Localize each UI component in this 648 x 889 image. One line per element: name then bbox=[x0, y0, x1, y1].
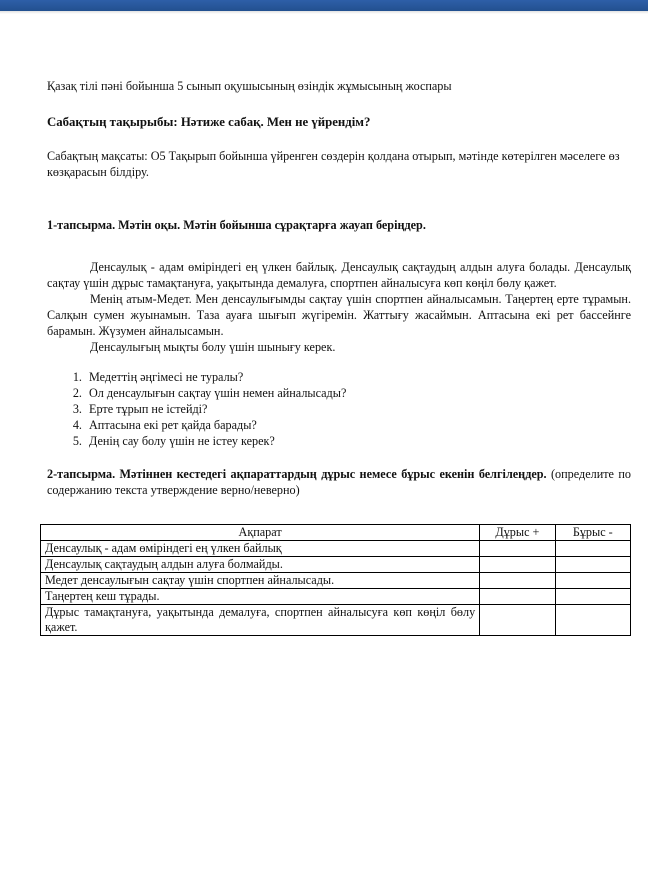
question-item: 3. Ерте тұрып не істейді? bbox=[85, 401, 631, 417]
table-row bbox=[41, 589, 631, 605]
false-cell[interactable] bbox=[555, 589, 630, 605]
table-row bbox=[41, 573, 631, 589]
true-cell[interactable] bbox=[480, 541, 555, 557]
lesson-goal: Сабақтың мақсаты: О5 Тақырып бойынша үйренген сөздерін қолдана отырып, мәтінде көтерілген мәселеге өз көзқарасын білдіру. bbox=[47, 149, 620, 179]
task-2-title: 2-тапсырма. Мәтіннен кестедегі ақпараттардың дұрыс немесе бұрыс екенін белгілеңдер. bbox=[47, 467, 547, 481]
statement-cell: Медет денсаулығын сақтау үшін спортпен айналысады. bbox=[41, 573, 480, 589]
header-false: Бұрыс - bbox=[555, 525, 630, 541]
question-item: 2. Ол денсаулығын сақтау үшін немен айналысады? bbox=[85, 385, 631, 401]
true-cell[interactable] bbox=[480, 589, 555, 605]
top-bar-shadow bbox=[0, 11, 648, 14]
false-cell[interactable] bbox=[555, 605, 630, 636]
statement-cell: Дұрыс тамақтануға, уақытында демалуға, спортпен айналысуға көп көңіл бөлу қажет. bbox=[41, 605, 480, 636]
task-2-heading bbox=[47, 466, 631, 498]
document-heading: Қазақ тілі пәні бойынша 5 сынып оқушысының өзіндік жұмысының жоспары bbox=[47, 79, 452, 93]
true-false-table bbox=[40, 524, 631, 636]
header-true: Дұрыс + bbox=[480, 525, 555, 541]
statement-cell: Денсаулық - адам өміріндегі ең үлкен байлық bbox=[41, 541, 480, 557]
document-page bbox=[45, 78, 631, 634]
table-row bbox=[41, 605, 631, 636]
false-cell[interactable] bbox=[555, 541, 630, 557]
task-2-note: (определите по содержанию текста утверждение верно/неверно) bbox=[47, 467, 631, 497]
table-row bbox=[41, 557, 631, 573]
text-paragraph: Денсаулығың мықты болу үшін шынығу керек. bbox=[90, 340, 336, 354]
reading-text bbox=[47, 259, 631, 355]
true-cell[interactable] bbox=[480, 573, 555, 589]
false-cell[interactable] bbox=[555, 573, 630, 589]
table-row bbox=[41, 541, 631, 557]
question-item: 5. Денің сау болу үшін не істеу керек? bbox=[85, 433, 631, 449]
task-1-heading: 1-тапсырма. Мәтін оқы. Мәтін бойынша сұрақтарға жауап беріңдер. bbox=[47, 218, 426, 232]
window-top-bar bbox=[0, 0, 648, 11]
text-paragraph: Денсаулық - адам өміріндегі ең үлкен байлық. Денсаулық сақтаудың алдын алуға болады. Денсаулық сақтау үшін дұрыс тамақтануға, уақытында демалуға, спортпен айналысуға көп көңіл бөлу қажет. bbox=[47, 260, 631, 290]
false-cell[interactable] bbox=[555, 557, 630, 573]
header-info: Ақпарат bbox=[41, 525, 480, 541]
statement-cell: Таңертең кеш тұрады. bbox=[41, 589, 480, 605]
true-cell[interactable] bbox=[480, 557, 555, 573]
table-header-row bbox=[41, 525, 631, 541]
question-item: 4. Аптасына екі рет қайда барады? bbox=[85, 417, 631, 433]
lesson-topic: Сабақтың тақырыбы: Нәтиже сабақ. Мен не үйрендім? bbox=[47, 115, 371, 129]
question-item: 1. Медеттің әңгімесі не туралы? bbox=[85, 369, 631, 385]
statement-cell: Денсаулық сақтаудың алдын алуға болмайды. bbox=[41, 557, 480, 573]
text-paragraph: Менің атым-Медет. Мен денсаулығымды сақтау үшін спортпен айналысамын. Таңертең ерте тұрамын. Салқын сумен жуынамын. Таза ауаға шығып жүгіремін. Жаттығу жасаймын. Аптасына екі рет бассейнге барамын. Жүзумен айналысамын. bbox=[47, 292, 631, 338]
true-cell[interactable] bbox=[480, 605, 555, 636]
question-list bbox=[47, 369, 631, 449]
